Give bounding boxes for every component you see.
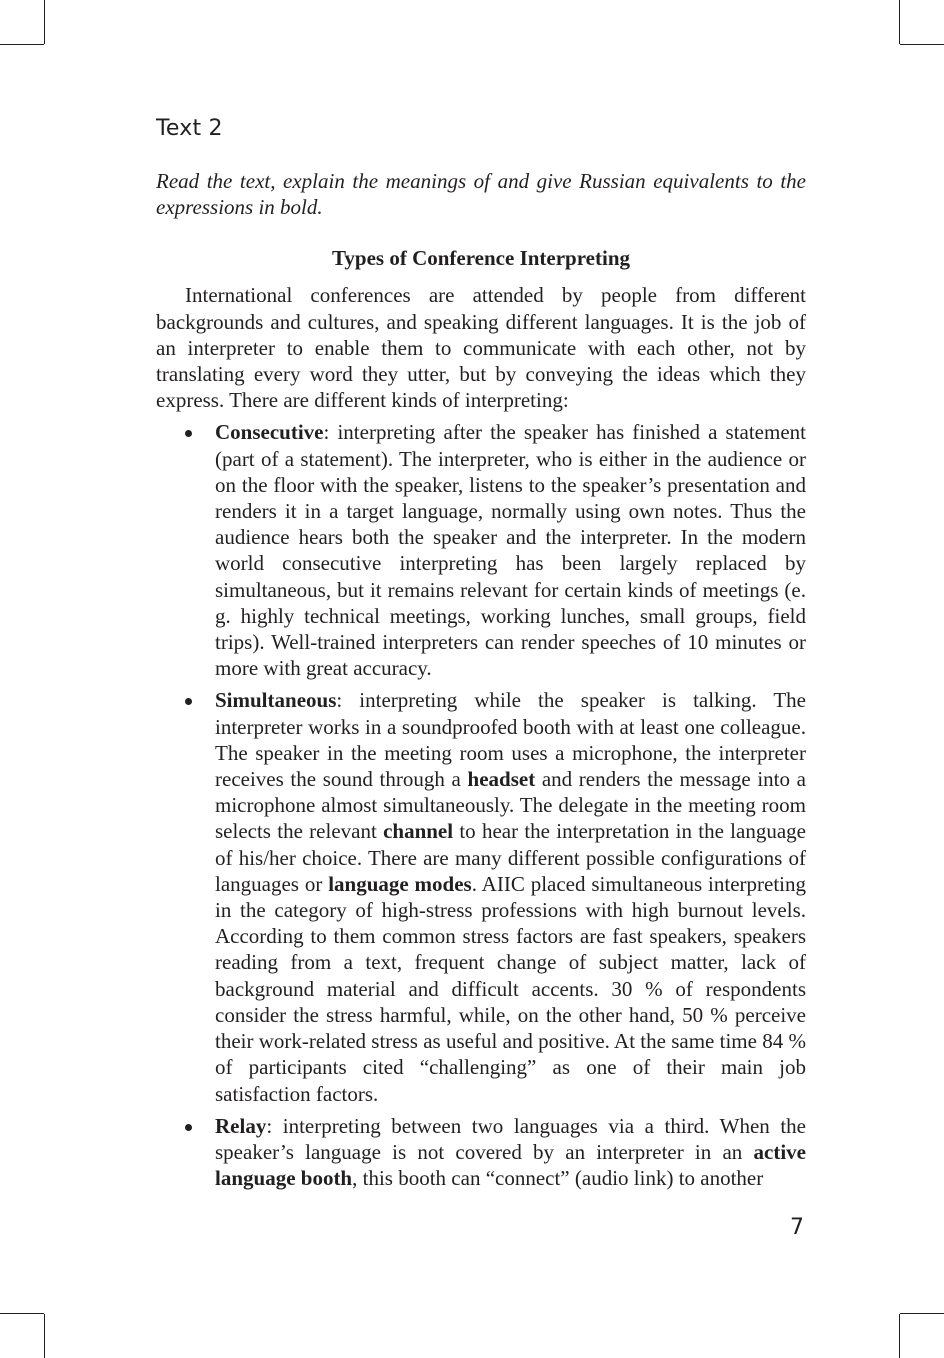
list-item-consecutive [215, 419, 806, 681]
bullet-icon [185, 1124, 192, 1131]
crop-mark-top-left [44, 0, 45, 44]
term-simultaneous: Simultaneous [215, 688, 337, 713]
crop-mark-bottom-left-h [0, 1313, 44, 1314]
crop-mark-bottom-right-h [900, 1313, 944, 1314]
definition-text: , this booth can “connect” (audio link) to another [352, 1166, 764, 1191]
term-relay: Relay [215, 1113, 267, 1138]
term-channel: channel [383, 819, 454, 844]
definition-text: to hear the interpretation in the language of his/her choice. There are many different possible configurations of languages or [215, 819, 806, 896]
instructions: Read the text, explain the meanings of and give Russian equivalents to the expressions in bold. [156, 169, 806, 220]
bullet-icon [185, 698, 192, 705]
definition-text: and renders the message into a microphone almost simultaneously. The delegate in the meeting room selects the relevant [215, 767, 806, 844]
intro-paragraph: International conferences are attended by people from different backgrounds and cultures, and speaking different languages. It is the job of an interpreter to enable them to communicate with each other, not by translating every word they utter, but by conveying the ideas which they express. There are different kinds of interpreting: [156, 283, 806, 413]
term-language-modes: language modes [328, 871, 472, 896]
crop-mark-bottom-left [44, 1314, 45, 1358]
term-active-language-booth: active language booth [215, 1139, 806, 1191]
crop-mark-bottom-right [899, 1314, 900, 1358]
list-item-relay [215, 1113, 806, 1192]
interpreting-types-list [156, 419, 806, 1191]
bullet-icon [185, 430, 192, 437]
crop-mark-top-left-h [0, 44, 44, 45]
definition-text: : interpreting between two languages via a third. When the speaker’s language is not covered by an interpreter in an [215, 1113, 806, 1164]
definition-consecutive: : interpreting after the speaker has finished a statement (part of a statement). The interpreter, who is either in the audience or on the floor with the speaker, listens to the speaker’s presentation and renders it in a target language, normally using own notes. Thus the audience hears both the speaker and the interpreter. In the modern world consecutive interpreting has been largely replaced by simultaneous, but it remains relevant for certain kinds of meetings (e. g. highly technical meetings, working lunches, small groups, field trips). Well-trained interpreters can render speeches of 10 minutes or more with great accuracy. [215, 420, 806, 681]
definition-text: : interpreting while the speaker is talking. The interpreter works in a soundproofed booth with at least one colleague. The speaker in the meeting room uses a microphone, the interpreter receives the sound through a [215, 688, 806, 792]
page-number: 7 [790, 1215, 804, 1240]
section-heading: Text 2 [156, 116, 223, 141]
crop-mark-top-right-h [900, 44, 944, 45]
definition-text: . AIIC placed simultaneous interpreting in the category of high-stress professions with high burnout levels. According to them common stress factors are fast speakers, speakers reading from a text, frequent change of subject matter, lack of background material and difficult accents. 30 % of respondents consider the stress harmful, while, on the other hand, 50 % perceive their work-related stress as useful and positive. At the same time 84 % of participants cited “challenging” as one of their main job satisfaction factors. [215, 871, 806, 1106]
list-item-simultaneous [215, 687, 806, 1106]
crop-mark-top-right [899, 0, 900, 44]
article-title: Types of Conference Interpreting [331, 246, 631, 271]
term-headset: headset [467, 767, 536, 792]
term-consecutive: Consecutive [215, 420, 324, 445]
text-column [156, 168, 806, 1197]
